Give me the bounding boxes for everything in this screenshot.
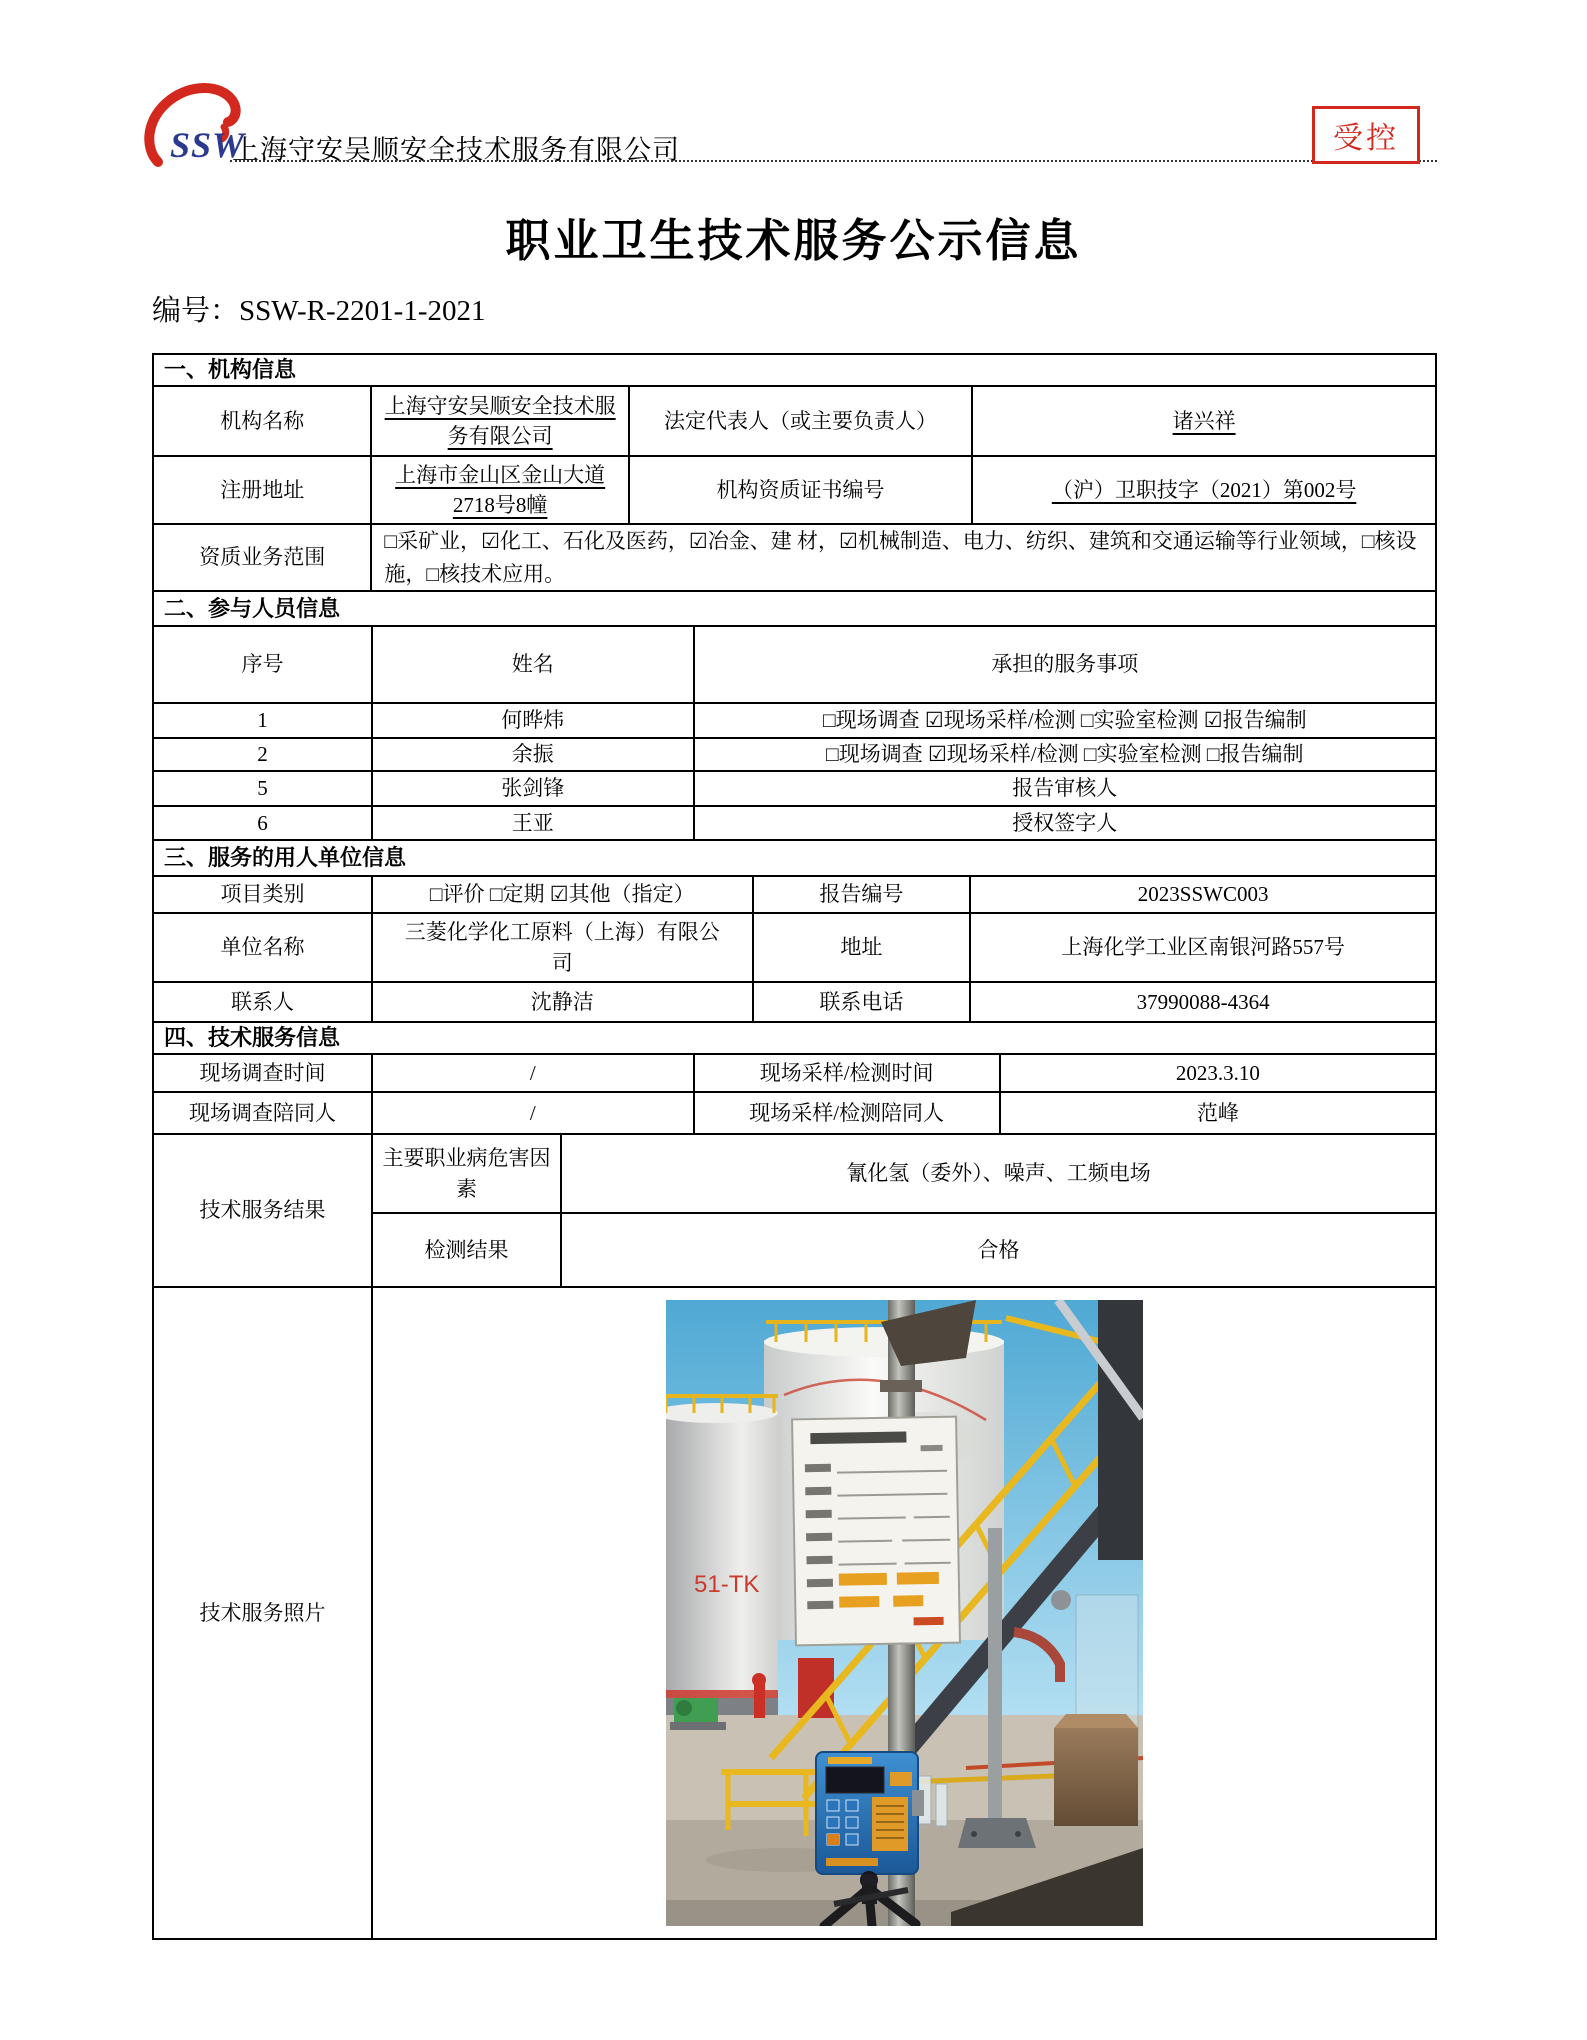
table-row <box>154 807 1435 841</box>
technical-service-photo <box>666 1300 1143 1926</box>
escort-row <box>154 1093 1435 1135</box>
reg-addr-value: 上海市金山区金山大道2718号8幢 <box>372 457 629 523</box>
service-photo-area <box>373 1288 1435 1938</box>
contact-value: 沈静洁 <box>373 983 753 1021</box>
phone-label: 联系电话 <box>754 983 972 1021</box>
document-number: 编号：SSW-R-2201-1-2021 <box>152 295 486 327</box>
test-result-label: 检测结果 <box>373 1214 562 1286</box>
sampling-time-label: 现场采样/检测时间 <box>695 1055 1001 1091</box>
scope-row <box>154 525 1435 592</box>
table-row <box>154 772 1435 807</box>
controlled-stamp: 受控 <box>1312 106 1420 164</box>
survey-time-value: / <box>373 1055 695 1091</box>
page-title: 职业卫生技术服务公示信息 <box>505 216 1082 266</box>
person-no: 6 <box>154 807 373 839</box>
section-2-header-row <box>154 592 1435 627</box>
tank-marking-text: 51-TK <box>693 1571 759 1598</box>
person-name: 余振 <box>373 739 695 770</box>
project-type-label: 项目类别 <box>154 877 373 912</box>
project-type-value: □评价 □定期 ☑其他（指定） <box>373 877 753 912</box>
test-result-value: 合格 <box>977 1237 1020 1262</box>
table-row <box>154 704 1435 739</box>
legal-rep-value: 诸兴祥 <box>1172 408 1236 433</box>
client-addr-value: 上海化学工业区南银河路557号 <box>1061 935 1345 960</box>
sampling-time-value: 2023.3.10 <box>1175 1060 1260 1085</box>
section-4-heading: 四、技术服务信息 <box>164 1025 341 1051</box>
person-no: 2 <box>154 739 373 770</box>
col-header-no: 序号 <box>154 627 373 702</box>
org-name-row <box>154 387 1435 457</box>
section-3-heading: 三、服务的用人单位信息 <box>164 845 407 871</box>
reg-addr-row <box>154 457 1435 525</box>
hazard-value: 氰化氢（委外）、噪声、工频电场 <box>846 1161 1151 1186</box>
survey-escort-label: 现场调查陪同人 <box>154 1093 373 1133</box>
section-2-heading: 二、参与人员信息 <box>164 595 341 621</box>
client-addr-label: 地址 <box>754 914 972 981</box>
person-no: 5 <box>154 772 373 805</box>
client-name-value: 三菱化学化工原料（上海）有限公司 <box>373 914 753 981</box>
survey-time-row <box>154 1055 1435 1093</box>
report-no-label: 报告编号 <box>754 877 972 912</box>
phone-value: 37990088-4364 <box>1136 989 1270 1014</box>
person-service: □现场调查 ☑现场采样/检测 □实验室检测 □报告编制 <box>826 742 1304 767</box>
service-result-label: 技术服务结果 <box>154 1135 373 1286</box>
service-result-subtable <box>373 1135 1435 1286</box>
company-name: 上海守安吴顺安全技术服务有限公司 <box>232 135 680 165</box>
header-divider <box>230 160 1437 162</box>
sampling-escort-value: 范峰 <box>1196 1100 1239 1125</box>
section-3-header-row <box>154 841 1435 877</box>
service-photo-row <box>154 1288 1435 1938</box>
cert-no-label: 机构资质证书编号 <box>630 457 973 523</box>
service-photo-label: 技术服务照片 <box>154 1288 373 1938</box>
hazard-label: 主要职业病危害因素 <box>373 1135 562 1212</box>
survey-time-label: 现场调查时间 <box>154 1055 373 1091</box>
company-logo-text: SSW <box>170 125 246 165</box>
scope-label: 资质业务范围 <box>154 525 372 590</box>
reg-addr-label: 注册地址 <box>154 457 372 523</box>
project-type-row <box>154 877 1435 914</box>
client-name-label: 单位名称 <box>154 914 373 981</box>
person-name: 何晔炜 <box>373 704 695 737</box>
col-header-name: 姓名 <box>373 627 695 702</box>
table-row <box>154 739 1435 772</box>
sampling-escort-label: 现场采样/检测陪同人 <box>695 1093 1001 1133</box>
cert-no-value: （沪）卫职技字（2021）第002号 <box>1051 477 1357 502</box>
service-result-row <box>154 1135 1435 1288</box>
person-service: 授权签字人 <box>1012 810 1118 835</box>
survey-escort-value: / <box>373 1093 695 1133</box>
client-name-row <box>154 914 1435 983</box>
person-service: □现场调查 ☑现场采样/检测 □实验室检测 ☑报告编制 <box>822 708 1307 733</box>
person-name: 张剑锋 <box>373 772 695 805</box>
legal-rep-label: 法定代表人（或主要负责人） <box>630 387 973 455</box>
scope-value: □采矿业，☑化工、石化及医药，☑冶金、建 材，☑机械制造、电力、纺织、建筑和交通运输等行业领域，□核设施，□核技术应用。 <box>384 528 1417 586</box>
section-4-header-row <box>154 1023 1435 1055</box>
public-info-table <box>152 353 1437 1940</box>
col-header-service: 承担的服务事项 <box>991 652 1139 677</box>
report-no-value: 2023SSWC003 <box>1137 882 1269 907</box>
org-name-label: 机构名称 <box>154 387 372 455</box>
person-service: 报告审核人 <box>1012 776 1118 801</box>
contact-label: 联系人 <box>154 983 373 1021</box>
person-no: 1 <box>154 704 373 737</box>
contact-row <box>154 983 1435 1023</box>
personnel-header-row <box>154 627 1435 704</box>
section-1-heading: 一、机构信息 <box>164 357 297 383</box>
section-1-header-row <box>154 355 1435 387</box>
org-name-value: 上海守安吴顺安全技术服务有限公司 <box>372 387 629 455</box>
person-name: 王亚 <box>373 807 695 839</box>
